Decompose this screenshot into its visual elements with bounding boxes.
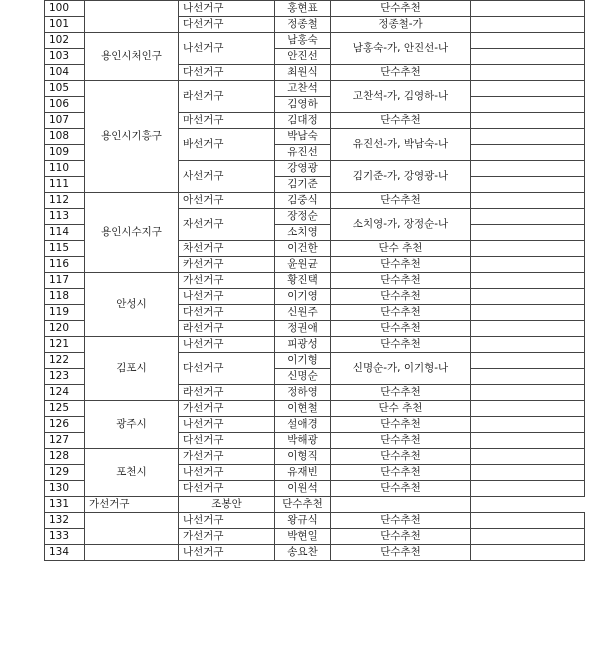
row-number: 109 [45, 145, 85, 161]
row-number: 114 [45, 225, 85, 241]
row-number: 105 [45, 81, 85, 97]
district-cell: 다선거구 [179, 65, 275, 81]
note-cell [471, 113, 585, 129]
district-cell: 자선거구 [179, 209, 275, 241]
district-cell: 바선거구 [179, 129, 275, 161]
row-number: 126 [45, 417, 85, 433]
region-cell: 포천시 [85, 449, 179, 497]
district-cell: 다선거구 [179, 481, 275, 497]
table-row [45, 337, 585, 353]
candidate-name: 박현일 [275, 529, 331, 545]
result-cell: 단수추천 [331, 417, 471, 433]
result-cell: 유진선-가, 박남숙-나 [331, 129, 471, 161]
note-cell [471, 241, 585, 257]
row-number: 132 [45, 513, 85, 529]
note-cell [471, 49, 585, 65]
candidate-name: 강영광 [275, 161, 331, 177]
result-cell: 단수추천 [331, 545, 471, 561]
row-number: 120 [45, 321, 85, 337]
candidate-name: 김중식 [275, 193, 331, 209]
note-cell [471, 545, 585, 561]
table-row [45, 193, 585, 209]
note-cell [471, 433, 585, 449]
candidate-name: 송요찬 [275, 545, 331, 561]
row-number: 100 [45, 1, 85, 17]
row-number: 101 [45, 17, 85, 33]
note-cell [471, 529, 585, 545]
row-number: 110 [45, 161, 85, 177]
region-cell [85, 1, 179, 33]
row-number: 113 [45, 209, 85, 225]
district-cell: 라선거구 [179, 81, 275, 113]
table-row [45, 401, 585, 417]
district-cell: 가선거구 [179, 449, 275, 465]
row-number: 115 [45, 241, 85, 257]
note-cell [471, 17, 585, 33]
table-row [45, 81, 585, 97]
district-cell: 다선거구 [179, 305, 275, 321]
row-number: 124 [45, 385, 85, 401]
result-cell: 남홍숙-가, 안진선-나 [331, 33, 471, 65]
result-cell: 단수 추천 [331, 401, 471, 417]
note-cell [471, 225, 585, 241]
note-cell [471, 177, 585, 193]
district-cell: 나선거구 [179, 513, 275, 529]
note-cell [471, 209, 585, 225]
row-number: 127 [45, 433, 85, 449]
candidate-name: 윤원균 [275, 257, 331, 273]
note-cell [471, 129, 585, 145]
row-number: 122 [45, 353, 85, 369]
note-cell [471, 401, 585, 417]
district-cell: 가선거구 [179, 273, 275, 289]
row-number: 118 [45, 289, 85, 305]
candidate-name: 소치영 [275, 225, 331, 241]
district-cell: 나선거구 [179, 33, 275, 65]
row-number: 129 [45, 465, 85, 481]
candidate-name: 안진선 [275, 49, 331, 65]
candidate-name: 정권애 [275, 321, 331, 337]
district-cell: 카선거구 [179, 257, 275, 273]
candidate-name: 피광성 [275, 337, 331, 353]
row-number: 119 [45, 305, 85, 321]
result-cell: 신명순-가, 이기형-나 [331, 353, 471, 385]
result-cell: 단수추천 [331, 529, 471, 545]
result-cell: 단수추천 [331, 113, 471, 129]
note-cell [471, 1, 585, 17]
row-number: 108 [45, 129, 85, 145]
row-number: 112 [45, 193, 85, 209]
district-cell: 차선거구 [179, 241, 275, 257]
district-cell: 다선거구 [179, 17, 275, 33]
row-number: 131 [45, 497, 85, 513]
district-cell: 다선거구 [179, 433, 275, 449]
region-cell: 용인시기흥구 [85, 81, 179, 193]
table-row [45, 273, 585, 289]
region-cell [85, 545, 179, 561]
candidate-name: 홍현표 [275, 1, 331, 17]
candidate-name: 고찬석 [275, 81, 331, 97]
result-cell: 단수추천 [331, 433, 471, 449]
district-cell: 나선거구 [179, 337, 275, 353]
result-cell: 단수추천 [331, 193, 471, 209]
note-cell [331, 497, 471, 513]
result-cell: 단수추천 [331, 337, 471, 353]
table-row [45, 545, 585, 561]
candidate-name: 장정순 [275, 209, 331, 225]
result-cell: 단수추천 [331, 513, 471, 529]
note-cell [471, 145, 585, 161]
candidate-name: 정종철 [275, 17, 331, 33]
note-cell [471, 289, 585, 305]
candidate-name: 이기영 [275, 289, 331, 305]
note-cell [471, 65, 585, 81]
result-cell: 단수추천 [331, 465, 471, 481]
district-cell: 다선거구 [179, 353, 275, 385]
note-cell [471, 337, 585, 353]
note-cell [471, 33, 585, 49]
result-cell: 단수추천 [331, 305, 471, 321]
note-cell [471, 465, 585, 481]
result-cell: 단수추천 [275, 497, 331, 513]
note-cell [471, 353, 585, 369]
row-number: 104 [45, 65, 85, 81]
district-cell: 나선거구 [179, 289, 275, 305]
result-cell: 단수 추천 [331, 241, 471, 257]
note-cell [471, 417, 585, 433]
row-number: 130 [45, 481, 85, 497]
result-cell: 고찬석-가, 김영하-나 [331, 81, 471, 113]
region-cell: 안성시 [85, 273, 179, 337]
district-cell: 라선거구 [179, 321, 275, 337]
row-number: 123 [45, 369, 85, 385]
row-number: 116 [45, 257, 85, 273]
table-row [45, 449, 585, 465]
row-number: 106 [45, 97, 85, 113]
note-cell [471, 161, 585, 177]
row-number: 121 [45, 337, 85, 353]
district-cell: 가선거구 [179, 529, 275, 545]
region-cell: 김포시 [85, 337, 179, 401]
candidate-name: 유재빈 [275, 465, 331, 481]
candidate-name: 최원식 [275, 65, 331, 81]
candidate-name: 유진선 [275, 145, 331, 161]
candidate-name: 신원주 [275, 305, 331, 321]
candidate-name: 이기형 [275, 353, 331, 369]
note-cell [471, 273, 585, 289]
district-cell: 나선거구 [179, 545, 275, 561]
result-cell: 단수추천 [331, 1, 471, 17]
candidate-name: 이형직 [275, 449, 331, 465]
district-cell: 라선거구 [179, 385, 275, 401]
result-cell: 단수추천 [331, 321, 471, 337]
note-cell [471, 97, 585, 113]
table-row [45, 33, 585, 49]
district-cell: 사선거구 [179, 161, 275, 193]
row-number: 111 [45, 177, 85, 193]
row-number: 125 [45, 401, 85, 417]
candidate-name: 정하영 [275, 385, 331, 401]
table-row [45, 1, 585, 17]
district-cell: 나선거구 [179, 417, 275, 433]
row-number: 103 [45, 49, 85, 65]
note-cell [471, 257, 585, 273]
note-cell [471, 193, 585, 209]
district-cell: 가선거구 [179, 401, 275, 417]
row-number: 134 [45, 545, 85, 561]
row-number: 117 [45, 273, 85, 289]
table-row [45, 513, 585, 529]
district-cell: 나선거구 [179, 465, 275, 481]
district-cell: 아선거구 [179, 193, 275, 209]
candidate-name: 김영하 [275, 97, 331, 113]
result-cell: 단수추천 [331, 449, 471, 465]
candidate-name: 김대정 [275, 113, 331, 129]
region-cell: 용인시수지구 [85, 193, 179, 273]
region-cell: 광주시 [85, 401, 179, 449]
note-cell [471, 385, 585, 401]
district-cell: 가선거구 [85, 497, 179, 513]
region-cell: 용인시처인구 [85, 33, 179, 81]
note-cell [471, 321, 585, 337]
candidate-name: 이건한 [275, 241, 331, 257]
row-number: 133 [45, 529, 85, 545]
candidate-name: 설애경 [275, 417, 331, 433]
note-cell [471, 449, 585, 465]
result-cell: 단수추천 [331, 385, 471, 401]
row-number: 128 [45, 449, 85, 465]
candidate-name: 박해광 [275, 433, 331, 449]
result-cell: 단수추천 [331, 273, 471, 289]
result-cell: 소치영-가, 장정순-나 [331, 209, 471, 241]
note-cell [471, 369, 585, 385]
note-cell [471, 481, 585, 497]
candidate-name: 이현철 [275, 401, 331, 417]
district-cell: 나선거구 [179, 1, 275, 17]
candidate-name: 이원석 [275, 481, 331, 497]
candidate-name: 박남숙 [275, 129, 331, 145]
note-cell [471, 81, 585, 97]
row-number: 102 [45, 33, 85, 49]
result-cell: 단수추천 [331, 289, 471, 305]
result-cell: 김기준-가, 강영광-나 [331, 161, 471, 193]
district-cell: 마선거구 [179, 113, 275, 129]
candidate-name: 김기준 [275, 177, 331, 193]
result-cell: 단수추천 [331, 481, 471, 497]
candidate-name: 황진택 [275, 273, 331, 289]
table-row [45, 497, 585, 513]
note-cell [471, 513, 585, 529]
note-cell [471, 305, 585, 321]
candidate-name: 왕규식 [275, 513, 331, 529]
result-cell: 단수추천 [331, 257, 471, 273]
result-cell: 단수추천 [331, 65, 471, 81]
region-cell [85, 513, 179, 545]
candidate-name: 신명순 [275, 369, 331, 385]
candidate-name: 조봉안 [179, 497, 275, 513]
row-number: 107 [45, 113, 85, 129]
nomination-table [44, 0, 585, 561]
result-cell: 정종철-가 [331, 17, 471, 33]
candidate-name: 남홍숙 [275, 33, 331, 49]
